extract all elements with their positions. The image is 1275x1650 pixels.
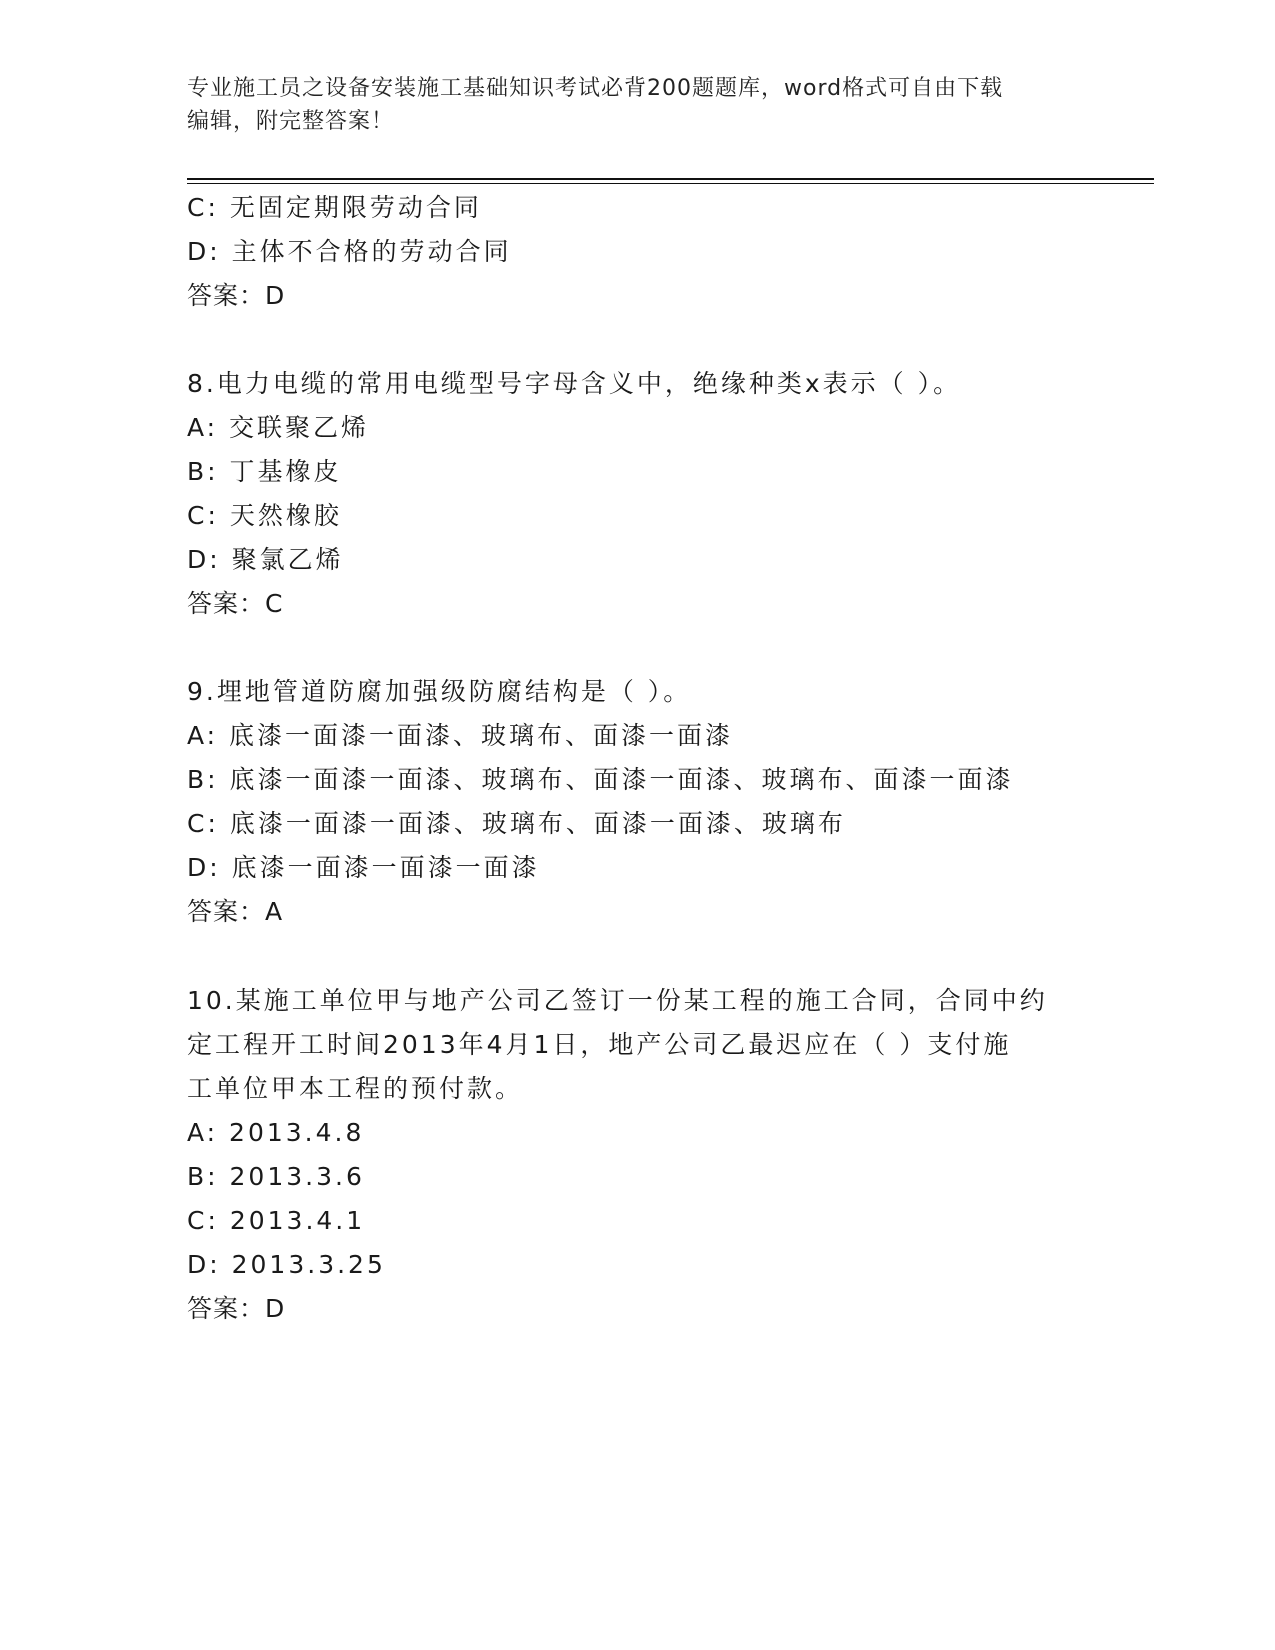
q8-stem: 8.电力电缆的常用电缆型号字母含义中，绝缘种类x表示（ ）。 xyxy=(187,369,962,398)
header-divider-thin xyxy=(187,183,1154,184)
q10-option-c: C: 2013.4.1 xyxy=(187,1206,366,1235)
q10-stem-line-2: 定工程开工时间2013年4月1日，地产公司乙最迟应在（ ）支付施 xyxy=(187,1030,1012,1059)
q10-stem-line-1: 10.某施工单位甲与地产公司乙签订一份某工程的施工合同，合同中约 xyxy=(187,986,1048,1015)
q10-answer: 答案：D xyxy=(187,1294,286,1323)
q8-option-b: B: 丁基橡皮 xyxy=(187,457,342,486)
q8-option-a: A: 交联聚乙烯 xyxy=(187,413,370,442)
q10-option-a: A: 2013.4.8 xyxy=(187,1118,365,1147)
header-line-1: 专业施工员之设备安装施工基础知识考试必背200题题库，word格式可自由下载 xyxy=(187,76,1004,101)
header-divider-thick xyxy=(187,178,1154,180)
q10-stem-line-3: 工单位甲本工程的预付款。 xyxy=(187,1074,524,1103)
q7-answer: 答案：D xyxy=(187,281,286,310)
q7-option-c: C: 无固定期限劳动合同 xyxy=(187,193,482,222)
q10-option-b: B: 2013.3.6 xyxy=(187,1162,365,1191)
q9-stem: 9.埋地管道防腐加强级防腐结构是（ ）。 xyxy=(187,677,692,706)
q9-option-b: B: 底漆一面漆一面漆、玻璃布、面漆一面漆、玻璃布、面漆一面漆 xyxy=(187,765,1014,794)
header-line-2: 编辑，附完整答案！ xyxy=(187,109,395,134)
q9-option-d: D: 底漆一面漆一面漆一面漆 xyxy=(187,853,540,882)
document-header xyxy=(187,72,1077,138)
q7-option-d: D: 主体不合格的劳动合同 xyxy=(187,237,512,266)
q8-option-d: D: 聚氯乙烯 xyxy=(187,545,344,574)
q8-option-c: C: 天然橡胶 xyxy=(187,501,342,530)
q8-answer: 答案：C xyxy=(187,589,284,618)
q9-answer: 答案：A xyxy=(187,897,284,926)
q9-option-c: C: 底漆一面漆一面漆、玻璃布、面漆一面漆、玻璃布 xyxy=(187,809,846,838)
q9-option-a: A: 底漆一面漆一面漆、玻璃布、面漆一面漆 xyxy=(187,721,734,750)
q10-option-d: D: 2013.3.25 xyxy=(187,1250,386,1279)
